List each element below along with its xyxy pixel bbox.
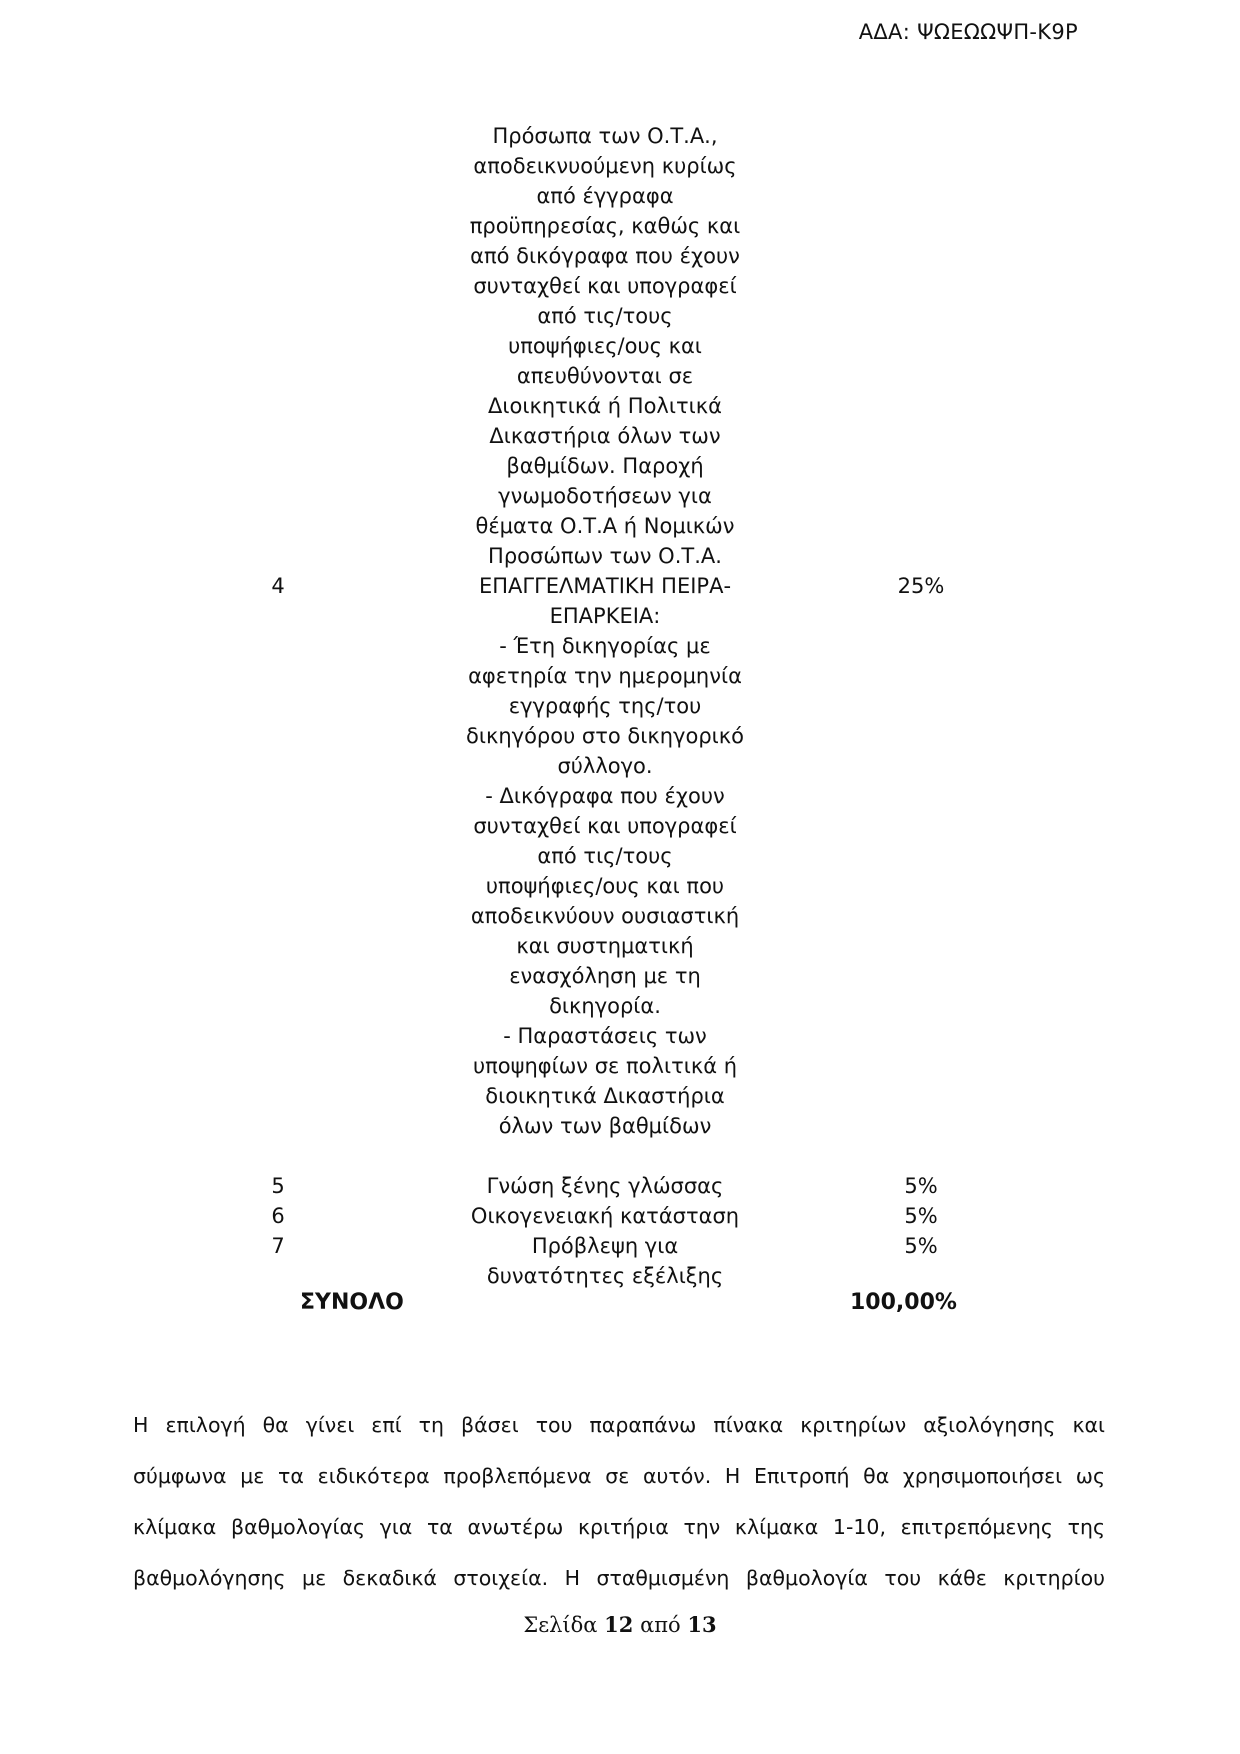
criterion-4-percent: 25% — [897, 574, 945, 598]
criterion-4-line: συνταχθεί και υπογραφεί — [473, 814, 737, 838]
paragraph-line: κλίμακα βαθμολογίας για τα ανωτέρω κριτήρια την κλίμακα 1-10, επιτρεπόμενης της — [133, 1515, 1105, 1539]
page-footer — [0, 1612, 1240, 1637]
criterion-4-line: Δικαστήρια όλων των — [489, 424, 721, 448]
criterion-4-line: αφετηρία την ημερομηνία — [468, 664, 742, 688]
total-label: ΣΥΝΟΛΟ — [300, 1290, 404, 1315]
criterion-4-line: βαθμίδων. Παροχή — [506, 454, 704, 478]
criterion-4-number: 4 — [271, 574, 285, 598]
paragraph-line: Η επιλογή θα γίνει επί τη βάσει του παραπάνω πίνακα κριτηρίων αξιολόγησης και — [133, 1413, 1105, 1437]
criterion-4-line: διοικητικά Δικαστήρια — [485, 1084, 725, 1108]
criterion-4-line: απευθύνονται σε — [516, 364, 694, 388]
criterion-4-line: σύλλογο. — [557, 754, 653, 778]
criterion-4-line: όλων των βαθμίδων — [498, 1114, 712, 1138]
criterion-4-line: θέματα Ο.Τ.Α ή Νομικών — [475, 514, 735, 538]
criterion-4-line: γνωμοδοτήσεων για — [498, 484, 712, 508]
criterion-4-line: αποδεικνύουν ουσιαστική — [470, 904, 740, 928]
criterion-4-line: από τις/τους — [537, 304, 673, 328]
body-paragraph — [133, 1400, 1105, 1604]
paragraph-line: σύμφωνα με τα ειδικότερα προβλεπόμενα σε αυτόν. Η Επιτροπή θα χρησιμοποιήσει ως — [133, 1464, 1105, 1488]
criterion-4-line: - Παραστάσεις των — [503, 1024, 707, 1048]
footer-page-total: 13 — [687, 1612, 717, 1637]
criterion-4-line: δικηγόρου στο δικηγορικό — [466, 724, 744, 748]
criterion-4-line: - Έτη δικηγορίας με — [499, 634, 711, 658]
criterion-4-line: ενασχόληση με τη — [509, 964, 701, 988]
criterion-4-line: Πρόσωπα των Ο.Τ.Α., — [492, 124, 718, 148]
footer-middle: από — [640, 1613, 681, 1637]
ada-code: ΑΔΑ: ΨΩΕΩΩΨΠ-Κ9Ρ — [858, 20, 1078, 44]
criterion-4-description — [440, 121, 770, 1141]
total-value: 100,00% — [850, 1290, 957, 1315]
criterion-6-percent: 5% — [904, 1204, 938, 1228]
criterion-4-line: υποψήφιες/ους και — [508, 334, 702, 358]
criterion-5-number: 5 — [271, 1174, 285, 1198]
criterion-4-line: ΕΠΑΓΓΕΛΜΑΤΙΚΗ ΠΕΙΡΑ- — [478, 574, 732, 598]
criterion-4-line: υποψήφιες/ους και που — [485, 874, 725, 898]
criterion-4-line: συνταχθεί και υπογραφεί — [473, 274, 737, 298]
criterion-4-line: - Δικόγραφα που έχουν — [485, 784, 725, 808]
criterion-6-number: 6 — [271, 1204, 285, 1228]
criterion-7-line: Πρόβλεψη για — [531, 1234, 679, 1258]
criterion-4-line: ΕΠΑΡΚΕΙΑ: — [549, 604, 661, 628]
criterion-4-line: από δικόγραφα που έχουν — [470, 244, 740, 268]
paragraph-line: βαθμολόγησης με δεκαδικά στοιχεία. Η σταθμισμένη βαθμολογία του κάθε κριτηρίου — [133, 1566, 1105, 1590]
criterion-7-number: 7 — [271, 1234, 285, 1258]
criterion-4-line: προϋπηρεσίας, καθώς και — [469, 214, 741, 238]
criterion-5-description: Γνώση ξένης γλώσσας — [486, 1174, 724, 1198]
footer-page-number: 12 — [604, 1612, 634, 1637]
criterion-4-line: και συστηματική — [516, 934, 694, 958]
criterion-4-line: Προσώπων των Ο.Τ.Α. — [488, 544, 722, 568]
criterion-4-line: δικηγορία. — [549, 994, 661, 1018]
criterion-7-percent: 5% — [904, 1234, 938, 1258]
criterion-7-description — [440, 1231, 770, 1291]
criterion-5-percent: 5% — [904, 1174, 938, 1198]
criterion-4-line: από τις/τους — [537, 844, 673, 868]
criterion-4-line: από έγγραφα — [536, 184, 674, 208]
criterion-4-line: Διοικητικά ή Πολιτικά — [488, 394, 722, 418]
footer-prefix: Σελίδα — [523, 1613, 598, 1637]
criterion-4-line: αποδεικνυούμενη κυρίως — [473, 154, 737, 178]
criterion-4-line: υποψηφίων σε πολιτικά ή — [472, 1054, 738, 1078]
criterion-6-description: Οικογενειακή κατάσταση — [470, 1204, 740, 1228]
criterion-4-lines — [440, 121, 770, 1141]
criterion-4-line: εγγραφής της/του — [508, 694, 702, 718]
criterion-7-line: δυνατότητες εξέλιξης — [486, 1264, 724, 1288]
